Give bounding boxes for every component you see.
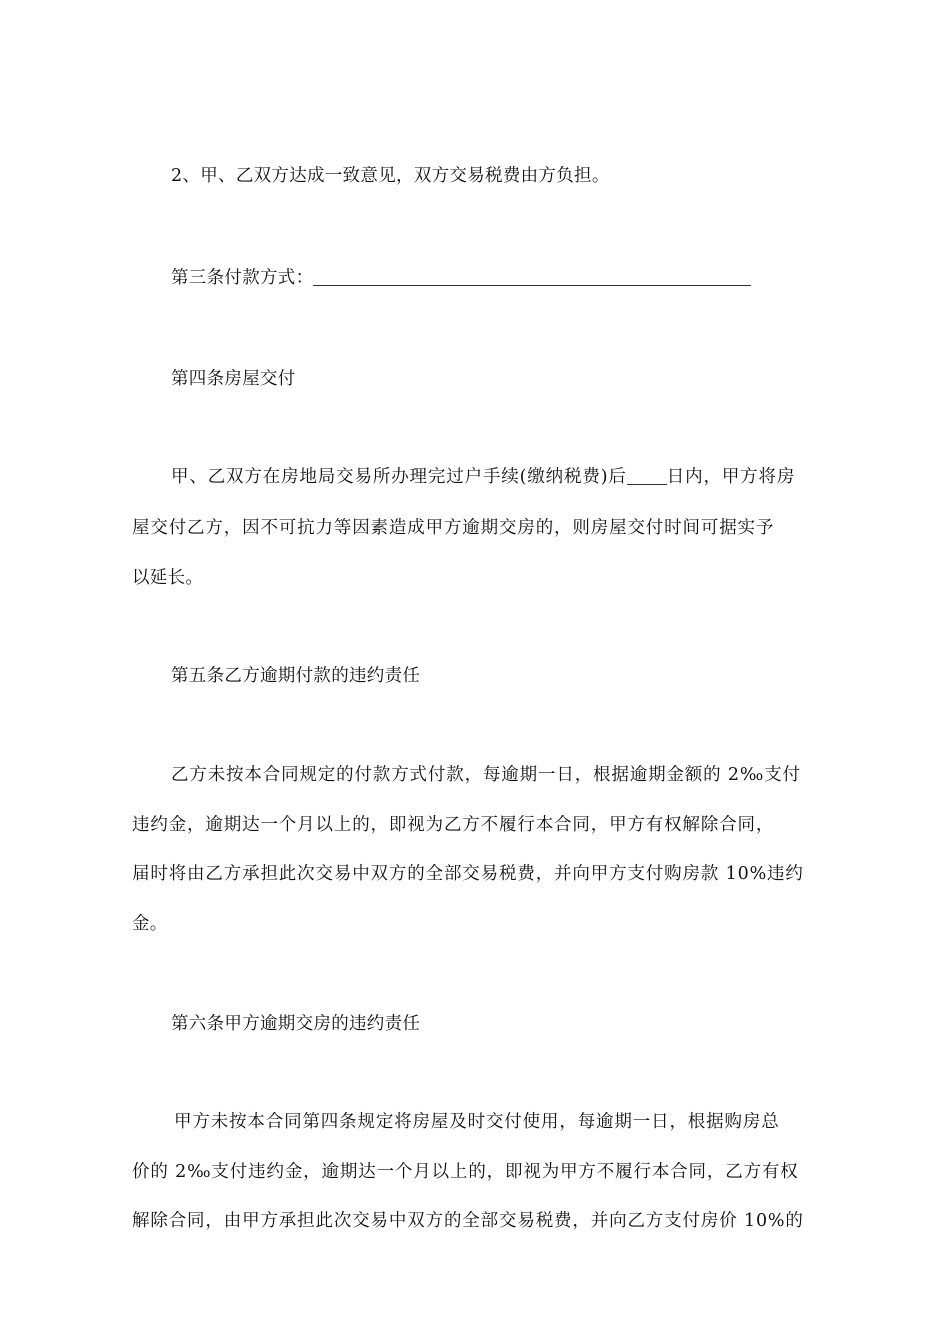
article-3-label: 第三条付款方式： (171, 268, 314, 288)
article-6-paragraph-line-2: 价的 2‰支付违约金，逾期达一个月以上的，即视为甲方不履行本合同，乙方有权 (132, 1162, 799, 1182)
article-4-text-before-blank: 甲、乙双方在房地局交易所办理完过户手续(缴纳税费)后 (171, 467, 627, 487)
article-5-paragraph-line-1: 乙方未按本合同规定的付款方式付款，每逾期一日，根据逾期金额的 2‰支付 (171, 765, 801, 785)
days-blank (627, 466, 667, 485)
article-4-paragraph-line-2: 屋交付乙方，因不可抗力等因素造成甲方逾期交房的，则房屋交付时间可据实予 (132, 518, 775, 538)
clause-2-text: 2、甲、乙双方达成一致意见，双方交易税费由方负担。 (171, 166, 610, 186)
article-6-paragraph-line-3: 解除合同，由甲方承担此次交易中双方的全部交易税费，并向乙方支付房价 10%的 (132, 1211, 804, 1231)
article-6-paragraph-line-1: 甲方未按本合同第四条规定将房屋及时交付使用，每逾期一日，根据购房总 (174, 1112, 780, 1132)
article-6-heading: 第六条甲方逾期交房的违约责任 (171, 1014, 421, 1034)
article-4-paragraph-line-1 (171, 465, 795, 489)
payment-method-blank (313, 267, 751, 286)
article-4-paragraph-line-3: 以延长。 (132, 568, 204, 588)
article-5-paragraph-line-4: 金。 (132, 914, 168, 934)
article-5-heading: 第五条乙方逾期付款的违约责任 (171, 666, 421, 686)
article-4-heading: 第四条房屋交付 (171, 369, 296, 389)
article-5-paragraph-line-3: 届时将由乙方承担此次交易中双方的全部交易税费，并向甲方支付购房款 10%违约 (132, 864, 804, 884)
article-3-payment-method (171, 266, 751, 290)
article-4-text-after-blank: 日内，甲方将房 (666, 467, 796, 487)
article-5-paragraph-line-2: 违约金，逾期达一个月以上的，即视为乙方不履行本合同，甲方有权解除合同， (132, 815, 775, 835)
